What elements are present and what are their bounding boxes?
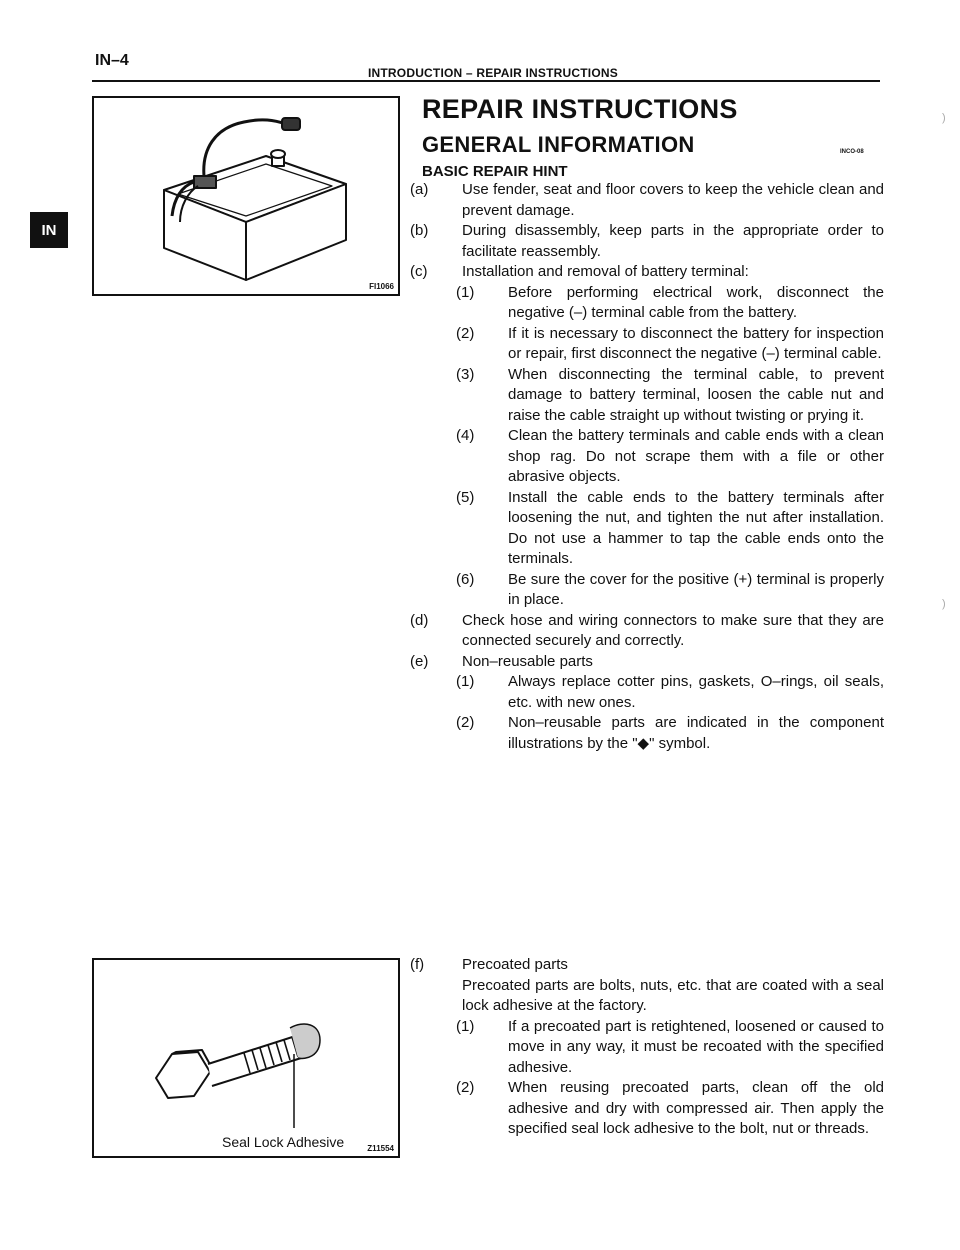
item-label: (3) — [456, 365, 475, 383]
item-label: (a) — [410, 181, 429, 198]
item-text: Installation and removal of battery terminal: — [462, 263, 749, 280]
battery-figure — [92, 96, 400, 296]
list-item — [410, 180, 884, 221]
item-text: Precoated parts — [462, 956, 568, 973]
sub-list-item — [410, 324, 884, 365]
item-label: (e) — [410, 652, 429, 670]
list-item — [410, 262, 884, 283]
page-number: IN–4 — [95, 52, 129, 69]
item-label: (2) — [456, 1079, 475, 1096]
item-label: (6) — [456, 570, 475, 588]
running-header: INTRODUCTION – REPAIR INSTRUCTIONS — [368, 66, 618, 80]
item-label: (1) — [456, 1017, 475, 1035]
item-text: If a precoated part is retightened, loosened or caused to move in any way, it must be recoated with the specified adhesive. — [508, 1017, 884, 1076]
section-tab: IN — [30, 212, 68, 248]
item-label: (2) — [456, 714, 475, 731]
item-text: Clean the battery terminals and cable ends with a clean shop rag. Do not scrape them with a file or other abrasive objects. — [508, 427, 884, 485]
item-label: (2) — [456, 324, 475, 342]
sub-list-item — [410, 713, 884, 754]
item-label: (d) — [410, 611, 429, 629]
item-label: (1) — [456, 673, 475, 690]
bolt-figure — [92, 958, 400, 1158]
sub-list-item — [410, 672, 884, 713]
scan-mark: ) — [942, 598, 946, 610]
sub-list-item — [410, 1017, 884, 1079]
instructions-column — [410, 180, 884, 754]
battery-illustration — [94, 98, 398, 294]
sub-list-item — [410, 365, 884, 427]
item-text: Check hose and wiring connectors to make sure that they are connected securely and correctly. — [462, 611, 884, 649]
sub-list-item — [410, 570, 884, 611]
sub-list-item — [410, 426, 884, 488]
section-title: GENERAL INFORMATION — [422, 132, 695, 157]
bolt-illustration — [94, 960, 398, 1156]
item-label: (b) — [410, 222, 429, 239]
figure-id: Z11554 — [367, 1144, 394, 1153]
header-rule — [92, 80, 880, 82]
item-description: Precoated parts are bolts, nuts, etc. that are coated with a seal lock adhesive at the factory. — [462, 976, 884, 1014]
precoated-column — [410, 955, 884, 1140]
item-text: Install the cable ends to the battery terminals after loosening the nut, and tighten the nut after installation. Do not use a hammer to tap the cable ends onto the terminals. — [508, 488, 884, 567]
item-text: Use fender, seat and floor covers to keep the vehicle clean and prevent damage. — [462, 181, 884, 219]
item-label: (1) — [456, 283, 475, 301]
item-text: Before performing electrical work, disconnect the negative (–) terminal cable from the battery. — [508, 283, 884, 321]
list-item — [410, 652, 884, 673]
sub-list-item — [410, 488, 884, 570]
list-item — [410, 221, 884, 262]
item-text: When reusing precoated parts, clean off the old adhesive and dry with compressed air. Then apply the specified seal lock adhesive to the bolt, nut or threads. — [508, 1079, 884, 1137]
doc-code: INCO-08 — [840, 149, 864, 155]
item-label: (c) — [410, 263, 428, 280]
figure-id: FI1066 — [369, 282, 394, 291]
item-text: Non–reusable parts are indicated in the component illustrations by the "◆" symbol. — [508, 714, 884, 752]
item-label: (5) — [456, 488, 475, 506]
item-label: (4) — [456, 427, 475, 444]
sub-list-item — [410, 1078, 884, 1140]
item-text: Always replace cotter pins, gaskets, O–rings, oil seals, etc. with new ones. — [508, 673, 884, 711]
list-item — [410, 611, 884, 652]
list-item — [410, 955, 884, 976]
item-label: (f) — [410, 956, 425, 973]
sub-list-item — [410, 283, 884, 324]
item-text: When disconnecting the terminal cable, to prevent damage to battery terminal, loosen the cable nut and raise the cable straight up without twisting or prying it. — [508, 365, 884, 424]
seal-lock-adhesive-label: Seal Lock Adhesive — [222, 1134, 345, 1150]
item-text: Non–reusable parts — [462, 652, 593, 670]
section-heading: BASIC REPAIR HINT — [422, 163, 568, 180]
page-title: REPAIR INSTRUCTIONS — [422, 94, 738, 124]
scan-mark: ) — [942, 112, 946, 124]
item-text: Be sure the cover for the positive (+) terminal is properly in place. — [508, 570, 884, 608]
item-text: If it is necessary to disconnect the battery for inspection or repair, first disconnect the negative (–) terminal cable. — [508, 324, 884, 362]
item-text: During disassembly, keep parts in the appropriate order to facilitate reassembly. — [462, 222, 884, 260]
